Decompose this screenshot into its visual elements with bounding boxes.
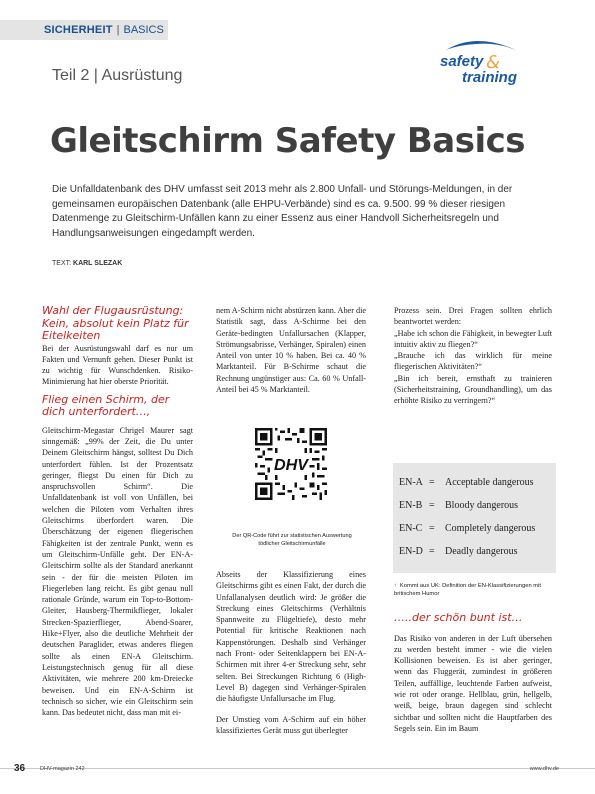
en-description: Bloody dangerous	[445, 500, 519, 511]
qr-code[interactable]	[255, 428, 327, 500]
uk-note-caption	[394, 582, 544, 598]
paragraph-aspect-ratio: Abseits der Klassifizierung eines Gleitschirms gibt es einen Fakt, der durch die Unfallanalysen deutlich wird: Je größer die Streckung eines Gleitschirms (Verhältnis Spannweite zu Flügeltiefe), desto mehr Potential für kritische Reaktionen nach Kappenstörungen. Deshalb sind Verhänger nach Front- oder Seitenklappern bei EN-A-Schirmen mit ihrer 4-er Streckung sehr, sehr selten. Bei Streckungen Richtung 6 (High-Level B) dagegen sind Verhänger-Spiralen die häufigste Unfallursache im Flug.	[216, 570, 366, 704]
logo-ampersand: &	[486, 52, 501, 73]
series-part-title: Teil 2 | Ausrüstung	[52, 67, 183, 84]
en-description: Completely dangerous	[445, 523, 536, 534]
en-code: EN-C	[399, 523, 423, 534]
en-row	[399, 517, 548, 540]
paragraph-chrigel-maurer: Gleitschirm-Megastar Chrigel Maurer sagt sinngemäß: „99% der Zeit, die Du unter Deinem Gleitschirm hängst, solltest Du Dich unterfordert fühlen. Ist der Prozentsatz geringer, fliegst Du einen für Dich zu anspruchsvollen Schirm“. Die Unfalldatenbank ist voll von Unfällen, bei welchen die Piloten vom Verhalten ihres Gleitschirms überfordert waren. Die Überschätzung der eigenen fliegerischen Fähigkeiten ist der zentrale Punkt, wenn es um Gleitschirm-Unfälle geht. Der EN-A-Gleitschirm sollte als der Standard anerkannt sein - der für die meisten Piloten im Fliegerleben lang reicht. Es gibt genau null rationale Gründe, warum ein Top-to-Bottom-Gleiter, Hausberg-Thermikflieger, lokaler Strecken-Spazierflieger, Abend-Soarer, Hike+Flyer, also die deutliche Mehrheit der deutschen Paraglider, etwas anderes fliegen sollte als einen EN-A Gleitschirm. Leistungstechnisch genug für all diese Aktivitäten, wie mehrere 200 km-Dreiecke beweisen. Und ein EN-A-Schirm ist technisch so sicher, wie ein Gleitschirm sein kann. Das bedeutet nicht, dass man mit ei-	[42, 425, 193, 718]
en-equals: =	[429, 523, 435, 534]
en-equals: =	[429, 546, 435, 557]
byline-label: TEXT:	[52, 260, 72, 267]
en-row	[399, 494, 548, 517]
section-label: SICHERHEIT	[44, 24, 113, 36]
en-code: EN-D	[399, 546, 423, 557]
paragraph-visibility-colors: Das Risiko von anderen in der Luft übersehen zu werden besteht immer - wie die vielen Kollisionen beweisen. Es ist aber geringer, wenn das Fluggerät, zumindest in größeren Teilen, auffällige, leuchtende Farben aufweist, wie rot oder orange. Hellblau, grün, hellgelb, weiß, beige, braun dagegen sind schlecht sichtbar und sollten nicht die Hauptfarben des Segels sein. Ein im Baum	[394, 633, 552, 733]
column-3	[394, 305, 552, 407]
section-separator: |	[116, 24, 120, 36]
subsection-label: BASICS	[123, 24, 164, 36]
column-1	[42, 305, 193, 718]
article-title: Gleitschirm Safety Basics	[50, 121, 525, 161]
safety-training-logo	[436, 36, 522, 88]
paragraph-a-glider-stats: nem A-Schirm nicht abstürzen kann. Aber die Statistik sagt, dass A-Schirme bei den Geräte-bedingten Unfallursachen (Klapper, Strömungsabrisse, Verhänger, Spiralen) einen Anteil von unter 10 % haben. Bei ca. 40 % Marktanteil. Für B-Schirme schaut die Rechnung ungünstiger aus: Ca. 60 % Unfall-Anteil bei 45 % Marktanteil.	[216, 306, 366, 395]
question-really-needed: „Brauche ich das wirklich für meine fliegerischen Aktivitäten?“	[394, 351, 552, 372]
article-intro: Die Unfalldatenbank des DHV umfasst seit 2013 mehr als 2.800 Unfall- und Störungs-Meldungen, in der gemeinsamen europäischen Datenbank (alle EHPU-Verbände) sind es ca. 9.500. 99 % dieser riesigen Datenmenge zu Gleitschirm-Unfällen kann zu einer Essenz aus einer Handvoll Sicherheitsregeln und Handlungsanweisungen eingedampft werden.	[52, 184, 513, 239]
page-number: 36	[14, 763, 26, 774]
column-2	[216, 305, 366, 395]
footer-divider	[0, 768, 595, 769]
en-equals: =	[429, 477, 435, 488]
uk-note-text: Kommt aus UK: Definition der EN-Klassifizierungen mit britischem Humor	[394, 583, 542, 597]
byline-author: KARL SLEZAK	[73, 260, 123, 267]
paragraph-upgrade: Der Umstieg vom A-Schirm auf ein höher klassifiziertes Gerät muss gut überlegter	[216, 714, 366, 735]
en-equals: =	[429, 500, 435, 511]
en-description: Deadly dangerous	[445, 546, 518, 557]
logo-word-training: training	[462, 69, 517, 86]
section-header	[0, 20, 168, 40]
question-active-flying: „Habe ich schon die Fähigkeit, in bewegter Luft intuitiv aktiv zu fliegen?“	[394, 328, 552, 349]
arrow-up-icon: ↑	[394, 583, 397, 589]
question-training: „Bin ich bereit, ernsthaft zu trainieren (Sicherheitstraining, Groundhandling), um das erhöhte Risiko zu verringern?“	[394, 373, 552, 406]
handwritten-heading-underchallenge: Flieg einen Schirm, der dich unterfordert…,	[42, 392, 170, 419]
en-row	[399, 540, 548, 563]
paragraph-three-questions: Prozess sein. Drei Fragen sollten ehrlich beantwortet werden:	[394, 306, 552, 327]
website-link[interactable]: www.dhv.de	[529, 766, 559, 772]
en-description: Acceptable dangerous	[445, 477, 534, 488]
column-2-lower	[216, 569, 366, 736]
en-code: EN-B	[399, 500, 423, 511]
en-code: EN-A	[399, 477, 423, 488]
qr-dhv-label: DHV	[273, 456, 309, 475]
byline	[52, 260, 122, 267]
handwritten-heading-colorful: …..der schön bunt ist…	[394, 611, 523, 624]
paragraph-equipment-choice: Bei der Ausrüstungswahl darf es nur um Fakten und Vernunft gehen. Dieser Punkt ist zu wichtig für Wunschdenken. Risiko-Minimierung hat hier oberste Priorität.	[42, 343, 193, 387]
en-row	[399, 471, 548, 494]
handwritten-heading-equipment: Wahl der Flugausrüstung: Kein, absolut kein Platz für Eitelkeiten	[42, 304, 189, 342]
qr-caption: Der QR-Code führt zur statistischen Auswertung tödlicher Gleitschirmunfälle	[232, 533, 352, 547]
logo-word-safety: safety	[440, 53, 484, 70]
en-classification-box	[393, 463, 556, 573]
magazine-issue: DHV-magazin 242	[40, 766, 85, 772]
column-3-lower	[394, 612, 552, 734]
